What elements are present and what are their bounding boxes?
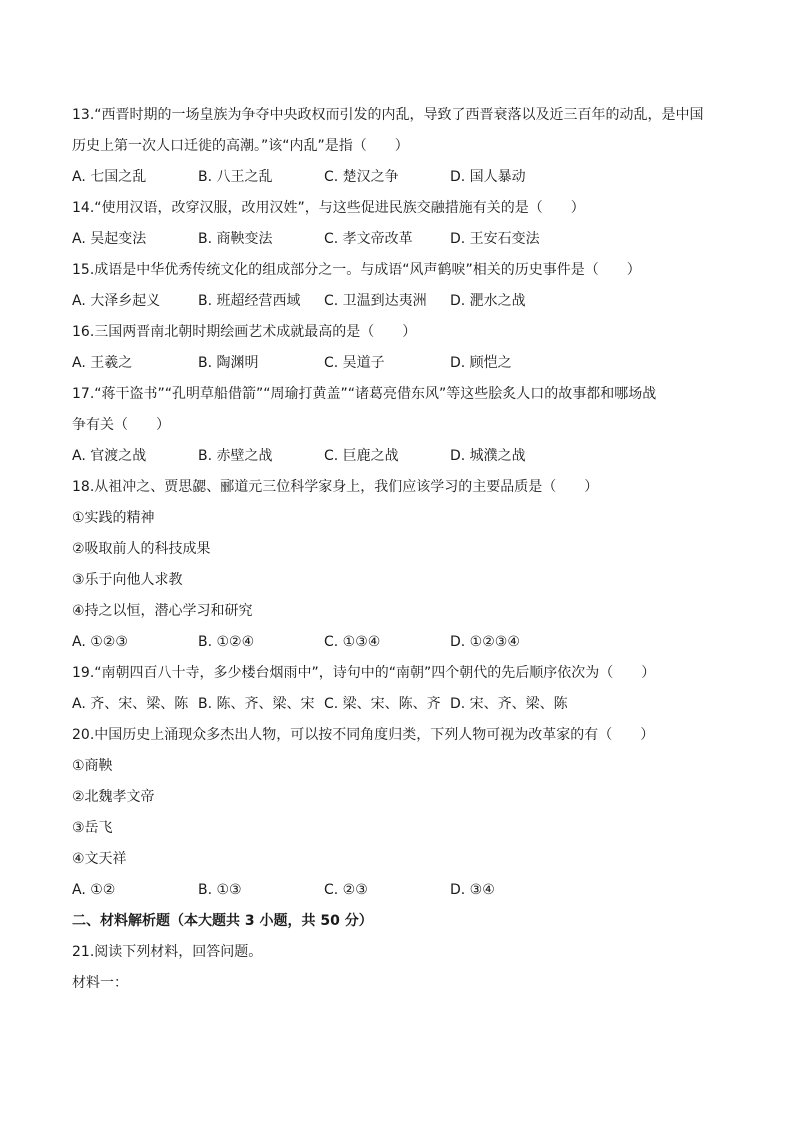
options-row bbox=[72, 224, 722, 255]
section-heading: 二、材料解析题（本大题共 3 小题，共 50 分） bbox=[72, 913, 373, 929]
option-d: D. 王安石变法 bbox=[450, 231, 540, 247]
question-stem: 18.从祖冲之、贾思勰、郦道元三位科学家身上，我们应该学习的主要品质是（ ） bbox=[72, 479, 599, 495]
option-b: B. 赤壁之战 bbox=[198, 448, 273, 464]
option-b: B. ①③ bbox=[198, 882, 242, 898]
option-a: A. 七国之乱 bbox=[72, 169, 147, 185]
option-a: A. 齐、宋、梁、陈 bbox=[72, 696, 189, 712]
question-stem: 19.“南朝四百八十寺，多少楼台烟雨中”，诗句中的“南朝”四个朝代的先后顺序依次为（ ） bbox=[72, 665, 656, 681]
question-stem-cont: 争有关（ ） bbox=[72, 417, 170, 433]
question-15 bbox=[72, 255, 722, 317]
option-d: D. 国人暴动 bbox=[450, 169, 526, 185]
options-row bbox=[72, 441, 722, 472]
statement-4: ④文天祥 bbox=[72, 851, 127, 867]
option-a: A. 大泽乡起义 bbox=[72, 293, 161, 309]
statement-1: ①商鞅 bbox=[72, 758, 113, 774]
option-c: C. 吴道子 bbox=[324, 355, 385, 371]
option-a: A. 吴起变法 bbox=[72, 231, 147, 247]
statement-4: ④持之以恒，潜心学习和研究 bbox=[72, 603, 253, 619]
option-c: C. ①③④ bbox=[324, 634, 381, 650]
statement-3: ③乐于向他人求教 bbox=[72, 572, 183, 588]
question-stem-cont: 历史上第一次人口迁徙的高潮。”该“内乱”是指（ ） bbox=[72, 138, 409, 154]
question-14 bbox=[72, 193, 722, 255]
statement-3: ③岳飞 bbox=[72, 820, 113, 836]
question-19 bbox=[72, 658, 722, 720]
option-b: B. 八王之乱 bbox=[198, 169, 273, 185]
option-c: C. 楚汉之争 bbox=[324, 169, 399, 185]
question-stem: 13.“西晋时期的一场皇族为争夺中央政权而引发的内乱，导致了西晋衰落以及近三百年的动乱，是中国 bbox=[72, 107, 704, 123]
options-row bbox=[72, 627, 722, 658]
option-c: C. 卫温到达夷洲 bbox=[324, 293, 427, 309]
option-b: B. 陶渊明 bbox=[198, 355, 259, 371]
question-16 bbox=[72, 317, 722, 379]
option-c: C. 巨鹿之战 bbox=[324, 448, 399, 464]
option-b: B. 班超经营西域 bbox=[198, 293, 301, 309]
question-stem: 17.“蒋干盗书”“孔明草船借箭”“周瑜打黄盖”“诸葛亮借东风”等这些脍炙人口的故事都和哪场战 bbox=[72, 386, 657, 402]
question-20 bbox=[72, 720, 722, 906]
question-stem: 20.中国历史上涌现众多杰出人物，可以按不同角度归类，下列人物可视为改革家的有（ ） bbox=[72, 727, 655, 743]
option-c: C. ②③ bbox=[324, 882, 368, 898]
option-a: A. 王羲之 bbox=[72, 355, 133, 371]
option-a: A. 官渡之战 bbox=[72, 448, 147, 464]
option-d: D. 城濮之战 bbox=[450, 448, 526, 464]
option-d: D. ①②③④ bbox=[450, 634, 520, 650]
option-b: B. 商鞅变法 bbox=[198, 231, 273, 247]
exam-page bbox=[72, 100, 722, 999]
question-18 bbox=[72, 472, 722, 658]
options-row bbox=[72, 348, 722, 379]
options-row bbox=[72, 689, 722, 720]
option-d: D. 顾恺之 bbox=[450, 355, 512, 371]
option-d: D. ③④ bbox=[450, 882, 495, 898]
option-a: A. ①② bbox=[72, 882, 116, 898]
question-stem: 15.成语是中华优秀传统文化的组成部分之一。与成语“风声鹤唳”相关的历史事件是（ ） bbox=[72, 262, 641, 278]
option-c: C. 孝文帝改革 bbox=[324, 231, 413, 247]
material-label: 材料一： bbox=[72, 975, 128, 991]
question-stem: 16.三国两晋南北朝时期绘画艺术成就最高的是（ ） bbox=[72, 324, 417, 340]
option-d: D. 淝水之战 bbox=[450, 293, 526, 309]
question-13 bbox=[72, 100, 722, 193]
statement-1: ①实践的精神 bbox=[72, 510, 155, 526]
option-d: D. 宋、齐、梁、陈 bbox=[450, 696, 568, 712]
statement-2: ②吸取前人的科技成果 bbox=[72, 541, 211, 557]
statement-2: ②北魏孝文帝 bbox=[72, 789, 155, 805]
question-stem: 14.“使用汉语，改穿汉服，改用汉姓”，与这些促进民族交融措施有关的是（ ） bbox=[72, 200, 585, 216]
options-row bbox=[72, 162, 722, 193]
option-a: A. ①②③ bbox=[72, 634, 128, 650]
option-c: C. 梁、宋、陈、齐 bbox=[324, 696, 441, 712]
option-b: B. 陈、齐、梁、宋 bbox=[198, 696, 315, 712]
question-17 bbox=[72, 379, 722, 472]
question-21-stem: 21.阅读下列材料，回答问题。 bbox=[72, 944, 263, 960]
options-row bbox=[72, 875, 722, 906]
option-b: B. ①②④ bbox=[198, 634, 255, 650]
options-row bbox=[72, 286, 722, 317]
